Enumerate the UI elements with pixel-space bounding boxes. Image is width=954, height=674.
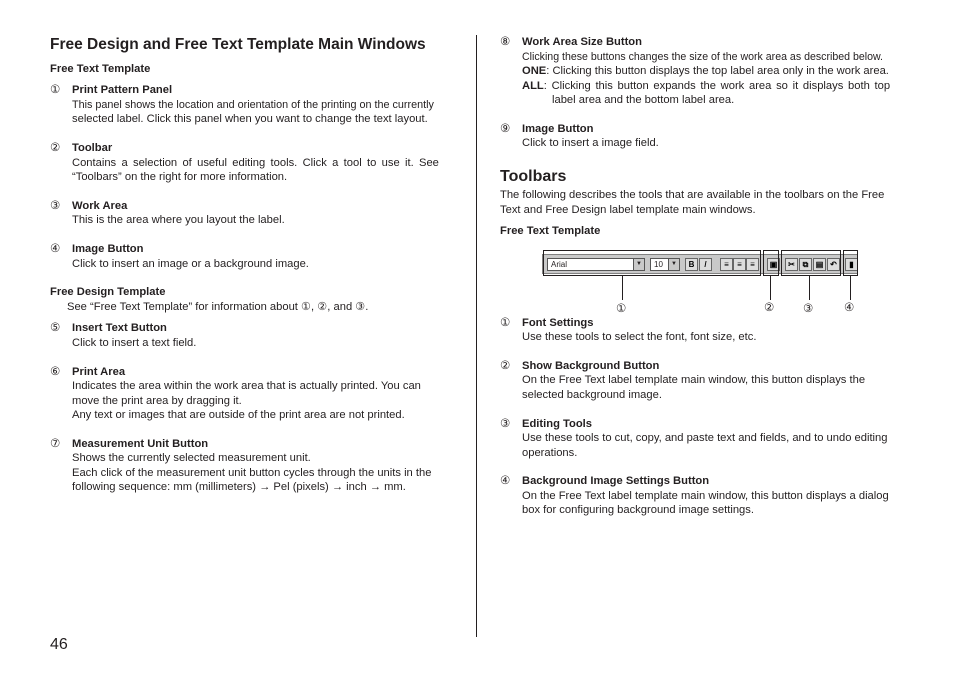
item-number: ⑨ (500, 123, 511, 135)
undo-icon[interactable]: ↶ (827, 258, 840, 271)
callout-box-4 (843, 250, 858, 276)
item-text: This is the area where you layout the label. (72, 214, 285, 226)
all-text: : Clicking this button expands the work area so it displays both top (543, 80, 891, 92)
item-title: Work Area Size Button (522, 36, 642, 48)
item-text: box for configuring background image settings. (522, 504, 754, 516)
toolbars-intro: The following describes the tools that are available in the toolbars on the Free (500, 189, 885, 201)
align-left-icon[interactable]: ≡ (720, 258, 733, 271)
item-text (522, 64, 889, 79)
subheading-free-text: Free Text Template (50, 63, 151, 75)
toolbars-intro: Text and Free Design label template main windows. (500, 204, 756, 216)
item-text: Clicking these buttons changes the size of the work area as described below. (522, 51, 883, 63)
callout-number: ② (764, 302, 775, 314)
item-text: Click to insert a text field. (72, 337, 197, 349)
item-number: ⑧ (500, 36, 511, 48)
item-title: Editing Tools (522, 418, 593, 430)
item-text: Any text or images that are outside of the print area are not printed. (72, 409, 405, 421)
callout-box-2 (763, 250, 779, 276)
callout-number: ④ (844, 302, 855, 314)
font-size-value: 10 (654, 260, 663, 269)
free-design-note: See “Free Text Template” for information about ①, ②, and ③. (67, 301, 369, 313)
paste-icon[interactable]: ▤ (813, 258, 826, 271)
cut-icon[interactable]: ✂ (785, 258, 798, 271)
all-key: ALL (522, 80, 544, 92)
page-number: 46 (50, 636, 68, 653)
item-text: Contains a selection of useful editing tools. Click a tool to use it. See (72, 157, 439, 169)
chevron-down-icon: ▼ (668, 259, 679, 270)
background-icon[interactable]: ▣ (767, 258, 780, 271)
item-text: Indicates the area within the work area that is actually printed. You can (72, 380, 421, 392)
item-text: On the Free Text label template main window, this button displays a dialog (522, 490, 889, 502)
column-divider (476, 35, 477, 637)
item-title: Work Area (72, 200, 128, 212)
callout-line (850, 276, 851, 300)
toolbars-heading: Toolbars (500, 168, 567, 185)
item-text: following sequence: mm (millimeters) → Pel (pixels) → inch → mm. (72, 481, 406, 493)
item-title: Toolbar (72, 142, 113, 154)
callout-number: ③ (803, 303, 814, 315)
item-number: ① (500, 317, 511, 329)
item-text: Use these tools to cut, copy, and paste text and fields, and to undo editing (522, 432, 888, 444)
callout-line (809, 276, 810, 300)
item-text: selected label. Click this panel when you want to change the text layout. (72, 113, 428, 125)
item-text: move the print area by dragging it. (72, 395, 242, 407)
chevron-down-icon: ▼ (633, 259, 644, 270)
item-text: selected background image. (522, 389, 662, 401)
item-title: Background Image Settings Button (522, 475, 710, 487)
item-text: “Toolbars” on the right for more information. (72, 171, 288, 183)
item-number: ② (50, 142, 61, 154)
item-title: Print Area (72, 366, 126, 378)
item-text: This panel shows the location and orientation of the printing on the currently (72, 99, 434, 111)
item-number: ① (50, 84, 61, 96)
callout-line (622, 276, 623, 300)
item-text: On the Free Text label template main window, this button displays the (522, 374, 866, 386)
item-number: ⑦ (50, 438, 61, 450)
item-text: Click to insert an image or a background image. (72, 258, 309, 270)
item-number: ④ (500, 475, 511, 487)
font-value: Arial (551, 260, 568, 269)
section-heading: Free Design and Free Text Template Main Windows (50, 36, 426, 53)
item-number: ② (500, 360, 511, 372)
subheading-free-text-toolbar: Free Text Template (500, 225, 601, 237)
item-title: Insert Text Button (72, 322, 167, 334)
bold-icon[interactable]: B (685, 258, 698, 271)
copy-icon[interactable]: ⧉ (799, 258, 812, 271)
item-title: Font Settings (522, 317, 594, 329)
callout-line (770, 276, 771, 300)
italic-icon[interactable]: / (699, 258, 712, 271)
item-text: Click to insert a image field. (522, 137, 659, 149)
item-number: ④ (50, 243, 61, 255)
item-number: ③ (50, 200, 61, 212)
item-text: operations. (522, 447, 578, 459)
item-title: Image Button (72, 243, 144, 255)
item-text: label area and the bottom label area. (552, 94, 735, 106)
item-text: Use these tools to select the font, font size, etc. (522, 331, 757, 343)
callout-box-1 (543, 250, 761, 276)
one-text: : Clicking this button displays the top label area only in the work area. (546, 65, 889, 77)
background-settings-icon[interactable]: ▮ (845, 258, 858, 271)
item-text: Each click of the measurement unit button cycles through the units in the (72, 467, 432, 479)
item-number: ③ (500, 418, 511, 430)
item-title: Print Pattern Panel (72, 84, 173, 96)
callout-number: ① (616, 303, 627, 315)
align-center-icon[interactable]: ≡ (733, 258, 746, 271)
item-text: Shows the currently selected measurement unit. (72, 452, 311, 464)
item-number: ⑤ (50, 322, 61, 334)
item-title: Show Background Button (522, 360, 660, 372)
align-right-icon[interactable]: ≡ (746, 258, 759, 271)
item-text (522, 79, 890, 94)
item-title: Image Button (522, 123, 594, 135)
item-number: ⑥ (50, 366, 61, 378)
callout-box-3 (781, 250, 841, 276)
subheading-free-design: Free Design Template (50, 286, 166, 298)
item-title: Measurement Unit Button (72, 438, 209, 450)
one-key: ONE (522, 65, 547, 77)
